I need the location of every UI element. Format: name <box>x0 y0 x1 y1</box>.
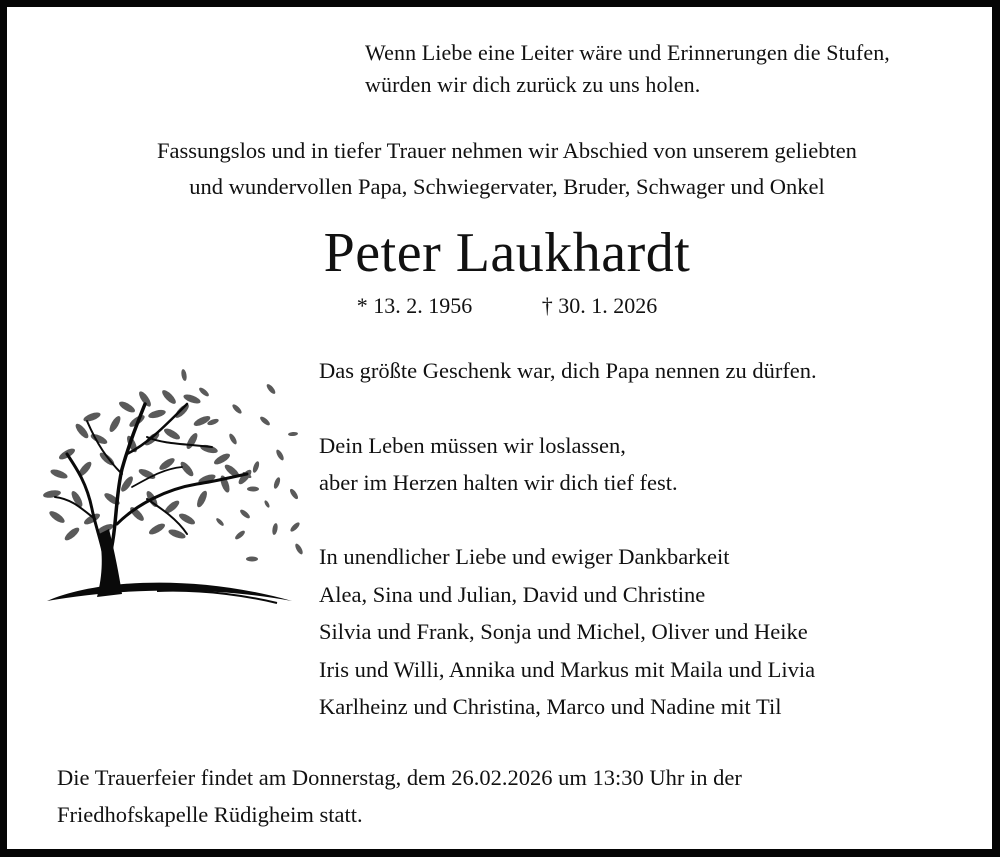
intro-line: Fassungslos und in tiefer Trauer nehmen wir Abschied von unserem geliebten <box>157 138 857 163</box>
mourners-list <box>319 538 979 726</box>
motto-quote <box>365 37 985 101</box>
spacer <box>319 390 979 427</box>
motto-line: Wenn Liebe eine Leiter wäre und Erinnerungen die Stufen, <box>365 40 890 65</box>
death-date: † 30. 1. 2026 <box>541 293 658 318</box>
mourner-line: Silvia und Frank, Sonja und Michel, Oliver und Heike <box>319 619 808 644</box>
intro-text <box>47 133 967 205</box>
service-line: Die Trauerfeier findet am Donnerstag, dem 26.02.2026 um 13:30 Uhr in der <box>57 765 742 790</box>
birth-date: * 13. 2. 1956 <box>356 293 473 318</box>
verse-line: Das größte Geschenk war, dich Papa nennen zu dürfen. <box>319 358 817 383</box>
mourner-line: Alea, Sina und Julian, David und Christine <box>319 581 706 607</box>
intro-line: und wundervollen Papa, Schwiegervater, Bruder, Schwager und Onkel <box>189 174 825 199</box>
verse-line: aber im Herzen halten wir dich tief fest. <box>319 470 678 495</box>
deceased-name: Peter Laukhardt <box>323 222 691 284</box>
service-line: Friedhofskapelle Rüdigheim statt. <box>57 802 363 827</box>
life-dates <box>207 290 807 322</box>
mourners-heading: In unendlicher Liebe und ewiger Dankbarkeit <box>319 544 730 569</box>
funeral-service-info <box>57 759 957 833</box>
tree-with-falling-leaves-icon <box>37 359 307 609</box>
mourner-line: Karlheinz und Christina, Marco und Nadine mit Til <box>319 694 782 719</box>
motto-line: würden wir dich zurück zu uns holen. <box>365 72 701 97</box>
verses <box>319 352 979 502</box>
verse-line: Dein Leben müssen wir loslassen, <box>319 432 626 458</box>
mourner-line: Iris und Willi, Annika und Markus mit Maila und Livia <box>319 656 816 682</box>
